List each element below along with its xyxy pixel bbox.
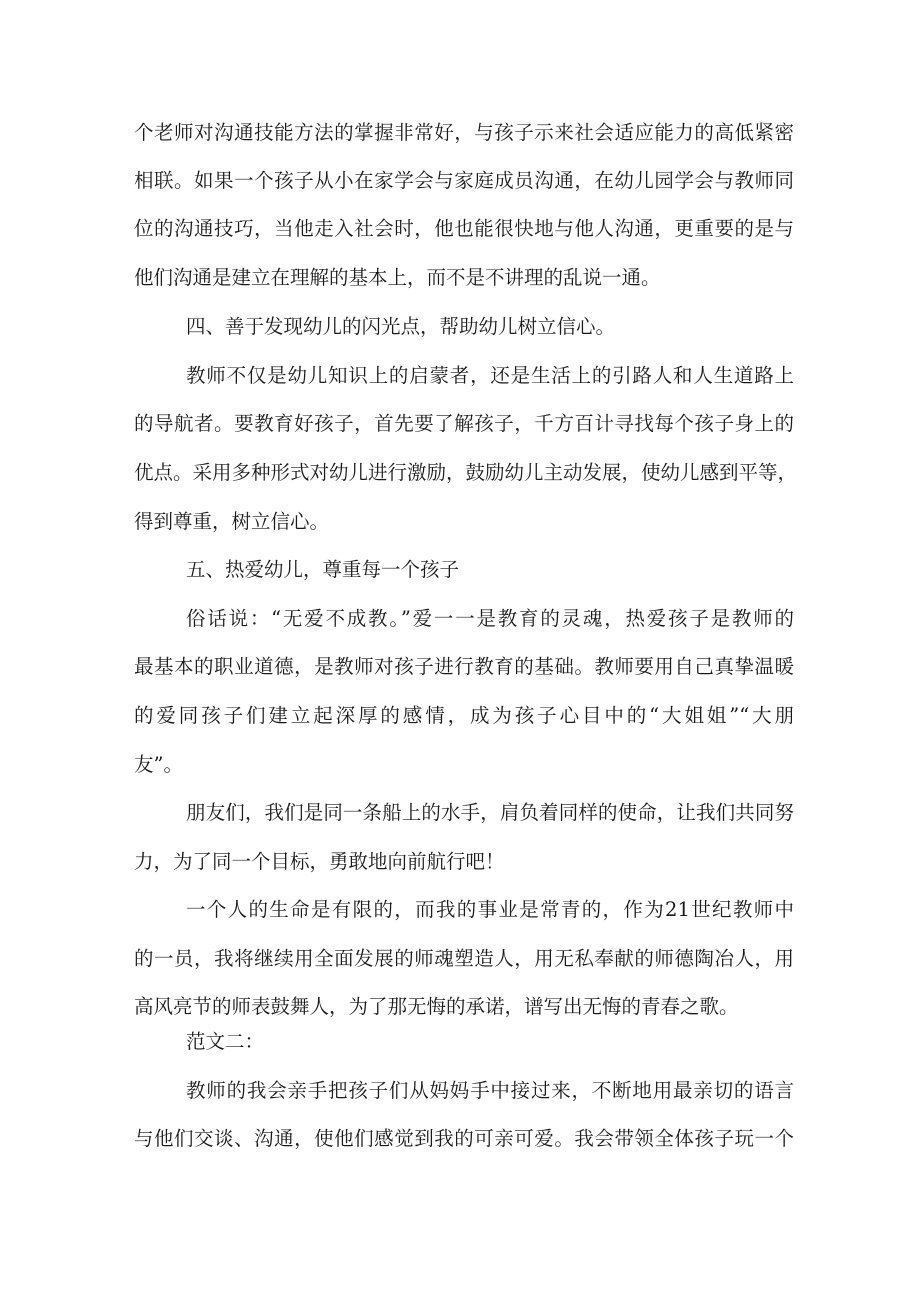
text-line: 友”。 bbox=[134, 753, 183, 776]
text-line: 得到尊重，树立信心。 bbox=[134, 510, 330, 533]
text-line: 优点。采用多种形式对幼儿进行激励，鼓励幼儿主动发展，使幼儿感到平等， bbox=[134, 461, 798, 484]
text-line: 一个人的生命是有限的，而我的事业是常青的，作为21世纪教师中 bbox=[186, 898, 794, 921]
text-line: 位的沟通技巧，当他走入社会时，他也能很快地与他人沟通，更重要的是与 bbox=[134, 217, 794, 240]
text-line: 的爱同孩子们建立起深厚的感情，成为孩子心目中的“大姐姐”“大朋 bbox=[134, 704, 794, 727]
text-line: 力，为了同一个目标，勇敢地向前航行吧！ bbox=[134, 850, 505, 873]
text-line: 他们沟通是建立在理解的基本上，而不是不讲理的乱说一通。 bbox=[134, 266, 661, 289]
text-line: 最基本的职业道德，是教师对孩子进行教育的基础。教师要用自己真挚温暖 bbox=[134, 655, 794, 678]
text-line: 的导航者。要教育好孩子，首先要了解孩子，千方百计寻找每个孩子身上的 bbox=[134, 412, 794, 435]
section-heading: 五、热爱幼儿，尊重每一个孩子 bbox=[186, 558, 460, 581]
text-line: 教师的我会亲手把孩子们从妈妈手中接过来，不断地用最亲切的语言 bbox=[186, 1079, 794, 1102]
section-heading: 四、善于发现幼儿的闪光点，帮助幼儿树立信心。 bbox=[186, 315, 616, 338]
text-line: 教师不仅是幼儿知识上的启蒙者，还是生活上的引路人和人生道路上 bbox=[186, 364, 794, 387]
text-line: 俗话说：“无爱不成教。”爱一一是教育的灵魂，热爱孩子是教师的 bbox=[186, 607, 794, 630]
section-heading: 范文二： bbox=[186, 1030, 265, 1053]
text-line: 个老师对沟通技能方法的掌握非常好，与孩子示来社会适应能力的高低紧密 bbox=[134, 121, 794, 144]
text-line: 高风亮节的师表鼓舞人，为了那无悔的承诺，谱写出无悔的青春之歌。 bbox=[134, 995, 739, 1018]
text-line: 相联。如果一个孩子从小在家学会与家庭成员沟通，在幼儿园学会与教师同 bbox=[134, 169, 794, 192]
text-line: 的一员，我将继续用全面发展的师魂塑造人，用无私奉献的师德陶冶人，用 bbox=[134, 947, 794, 970]
text-line: 与他们交谈、沟通，使他们感觉到我的可亲可爱。我会带领全体孩子玩一个 bbox=[134, 1127, 794, 1150]
text-line: 朋友们，我们是同一条船上的水手，肩负着同样的使命，让我们共同努 bbox=[186, 801, 794, 824]
